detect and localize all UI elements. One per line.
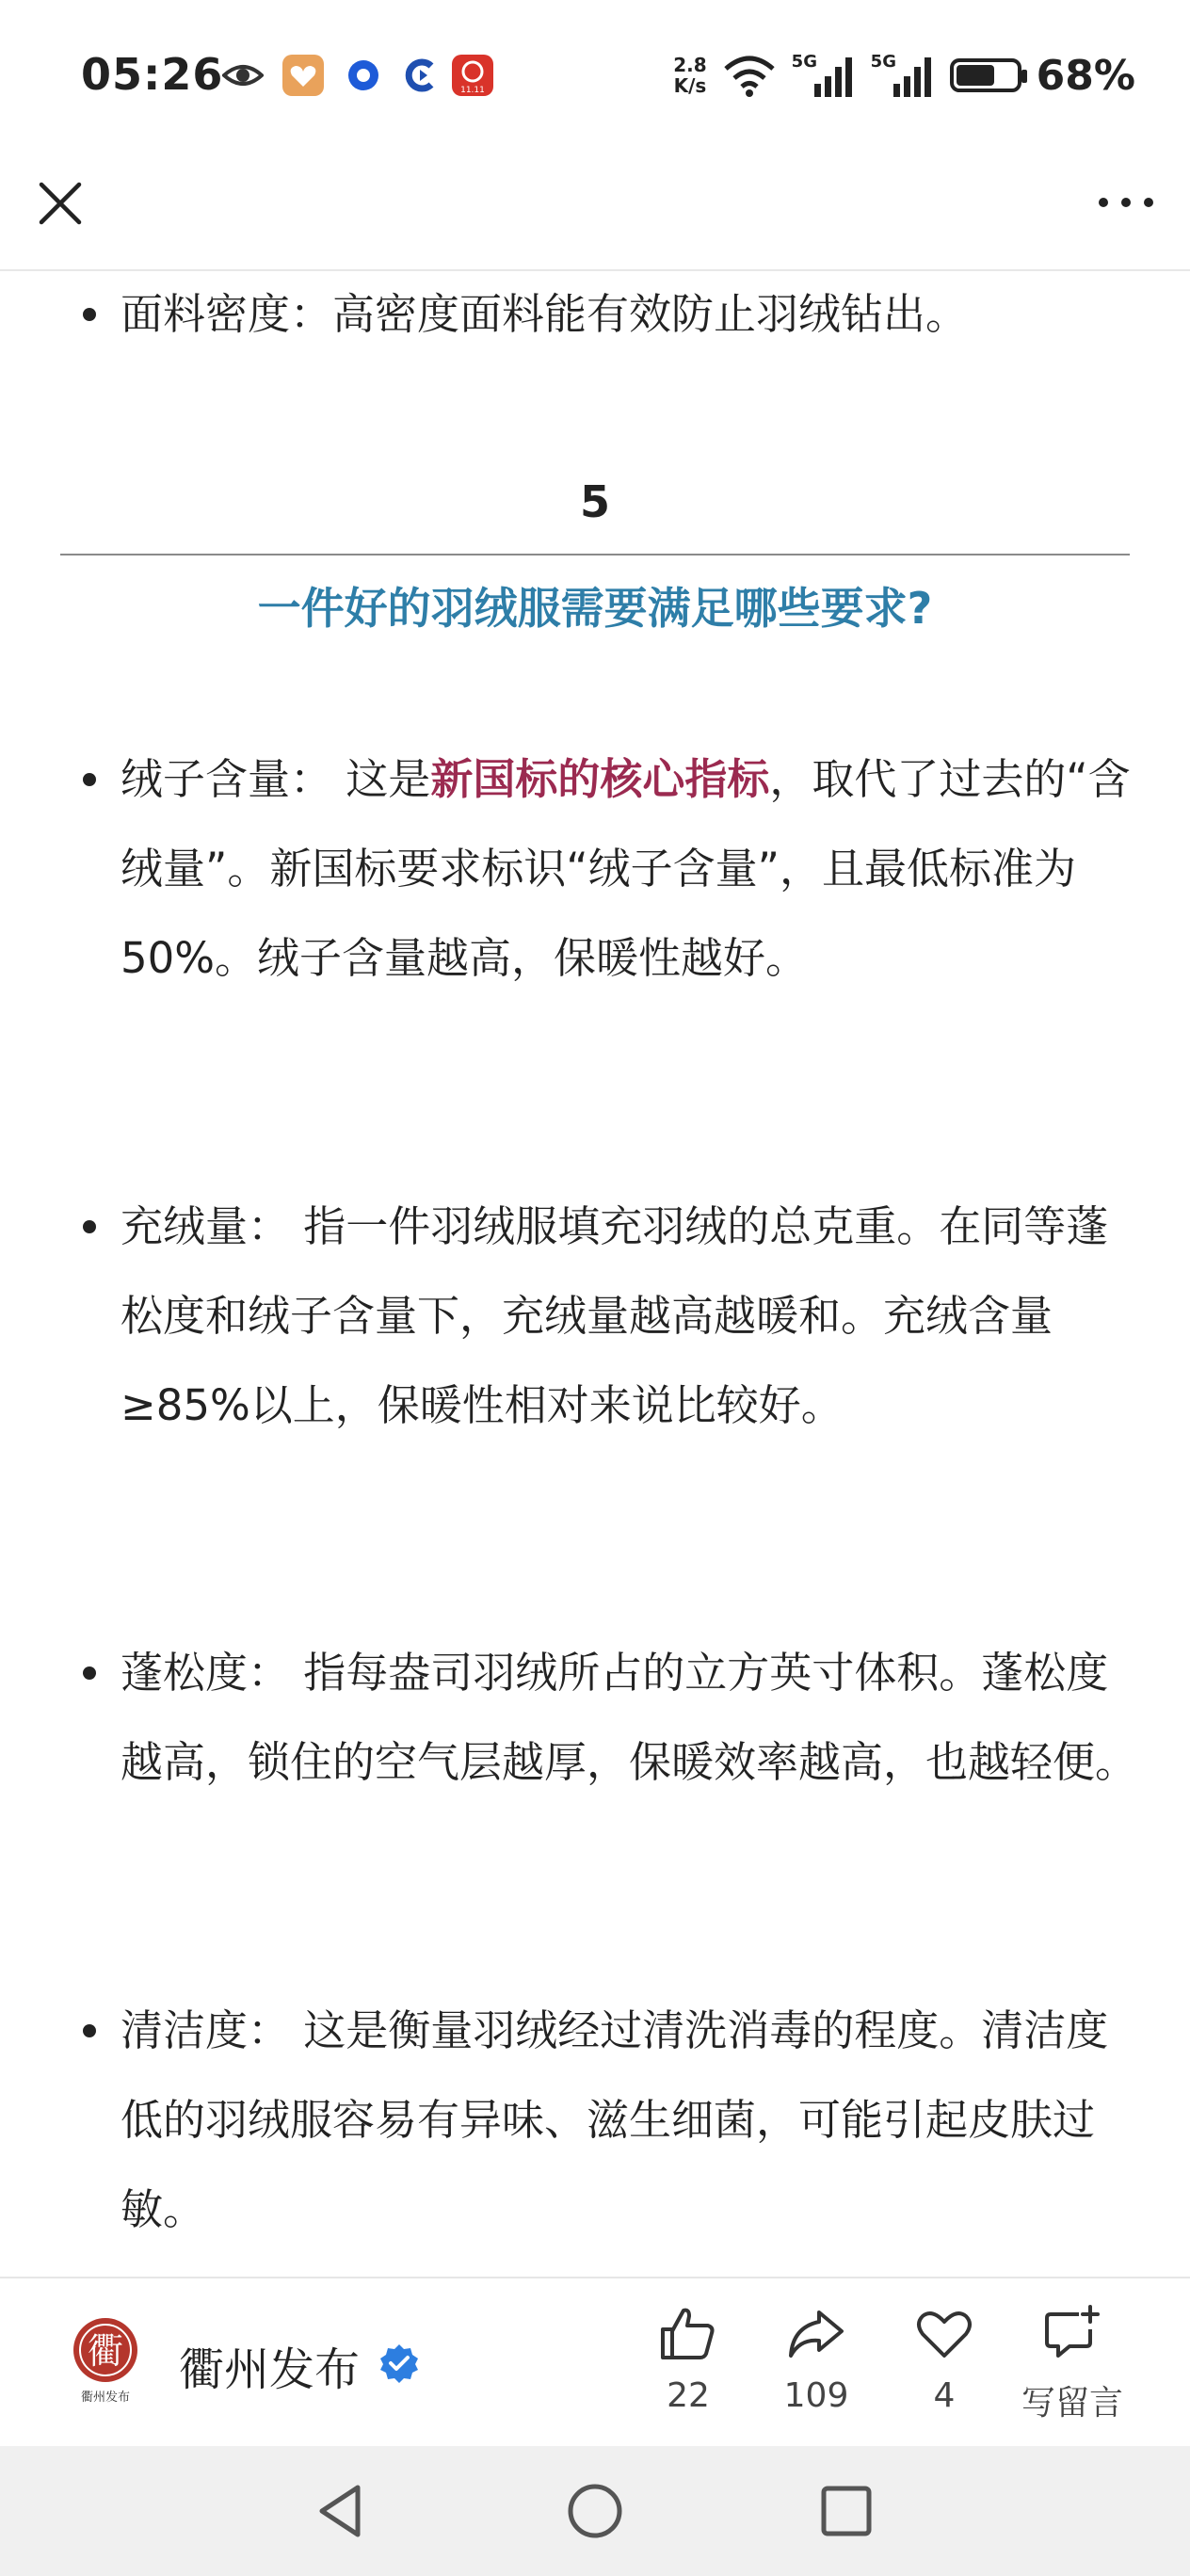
battery-fill — [957, 65, 994, 86]
heart-shield-icon — [282, 55, 324, 96]
status-right — [673, 47, 1135, 104]
back-triangle-icon[interactable] — [309, 2478, 375, 2544]
c-app-icon — [399, 55, 441, 96]
more-icon[interactable] — [1096, 188, 1156, 217]
home-circle-icon[interactable] — [562, 2478, 628, 2544]
signal-5g-1: 5G — [792, 52, 856, 99]
list-item: 充绒量： 指一件羽绒服填充羽绒的总克重。在同等蓬松度和绒子含量下，充绒量越高越暖和。充绒含量≥85%以上，保暖性相对来说比较好。 — [121, 1182, 1137, 1450]
share-icon — [785, 2303, 847, 2365]
section-title: 一件好的羽绒服需要满足哪些要求? — [257, 583, 933, 634]
close-icon[interactable] — [34, 177, 87, 230]
article-content — [0, 271, 1190, 2277]
author-name[interactable]: 衢州发布 — [179, 2343, 361, 2396]
section-number: 5 — [579, 476, 610, 527]
section-divider — [60, 554, 1130, 555]
svg-text:衢: 衢 — [87, 2330, 124, 2372]
battery-percent: 68% — [1036, 51, 1135, 100]
verified-badge-icon — [378, 2343, 420, 2384]
like-count: 22 — [667, 2376, 710, 2415]
status-bar — [0, 0, 1190, 151]
recents-square-icon[interactable] — [813, 2478, 879, 2544]
comment-add-icon — [1041, 2303, 1103, 2365]
signal-5g-2: 5G — [871, 52, 935, 99]
system-nav-bar — [0, 2446, 1190, 2576]
favorite-count: 4 — [933, 2376, 956, 2415]
highlight-text: 新国标的核心指标 — [430, 754, 770, 804]
status-time: 05:26 — [81, 49, 224, 100]
list-item: 蓬松度： 指每盎司羽绒所占的立方英寸体积。蓬松度越高，锁住的空气层越厚，保暖效率越高，也越轻便。 — [121, 1628, 1137, 1807]
list-item: 面料密度：高密度面料能有效防止羽绒钻出。 — [121, 271, 1137, 359]
list-item: 绒子含量： 这是新国标的核心指标，取代了过去的“含绒量”。新国标要求标识“绒子含量”，且最低标准为50%。绒子含量越高，保暖性越好。 — [121, 734, 1137, 1003]
heart-icon — [913, 2303, 975, 2365]
share-count: 109 — [783, 2376, 849, 2415]
like-button[interactable] — [618, 2303, 759, 2415]
author-avatar[interactable] — [68, 2316, 143, 2407]
top-nav — [0, 151, 1190, 271]
share-button[interactable] — [746, 2303, 887, 2415]
circle-app-icon — [343, 55, 384, 96]
taobao-1111-icon — [452, 55, 493, 96]
net-speed: 2.8 K/s — [673, 54, 707, 97]
eye-icon — [222, 55, 264, 96]
favorite-button[interactable] — [874, 2303, 1015, 2415]
wifi-icon — [722, 54, 777, 97]
svg-text:衢州发布: 衢州发布 — [80, 2391, 131, 2405]
comment-label: 写留言 — [1021, 2384, 1123, 2423]
svg-text:11.11: 11.11 — [460, 86, 485, 95]
battery-icon — [950, 58, 1021, 92]
thumbs-up-icon — [657, 2303, 719, 2365]
list-item: 清洁度： 这是衡量羽绒经过清洗消毒的程度。清洁度低的羽绒服容易有异味、滋生细菌，可能引起皮肤过敏。 — [121, 1986, 1137, 2254]
comment-button[interactable] — [1002, 2303, 1143, 2424]
bottom-action-bar — [0, 2277, 1190, 2446]
